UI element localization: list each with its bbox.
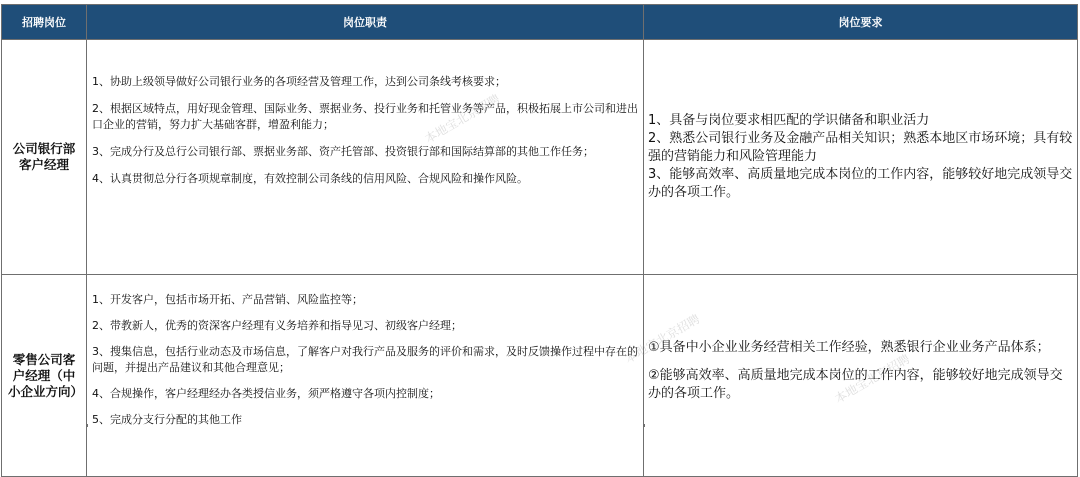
requirement-item: ②能够高效率、高质量地完成本岗位的工作内容，能够较好地完成领导交办的各项工作。 bbox=[648, 367, 1063, 401]
watermark-logo: 本地宝北京招聘 bbox=[622, 311, 703, 366]
requirement-item: 3、能够高效率、高质量地完成本岗位的工作内容，能够较好地完成领导交办的各项工作。 bbox=[648, 167, 1073, 200]
position-name: 零售公司客户经理（中小企业方向） bbox=[2, 275, 87, 477]
requirement-item: 2、熟悉公司银行业务及金融产品相关知识；熟悉本地区市场环境；具有较强的营销能力和风险管理能力 bbox=[648, 131, 1073, 164]
position-name: 公司银行部客户经理 bbox=[2, 40, 87, 275]
duty-item: 1、协助上级领导做好公司银行业务的各项经营及管理工作，达到公司条线考核要求； bbox=[92, 75, 506, 88]
duty-item: 2、带教新人，优秀的资深客户经理有义务培养和指导见习、初级客户经理； bbox=[92, 319, 462, 332]
duty-item: 3、搜集信息，包括行业动态及市场信息，了解客户对我行产品及服务的评价和需求，及时反馈操作过程中存在的问题，并提出产品建议和其他合理意见； bbox=[92, 345, 638, 374]
duty-item: 4、合规操作，客户经理经办各类授信业务，须严格遵守各项内控制度； bbox=[92, 387, 440, 400]
duty-item: 3、完成分行及总行公司银行部、票据业务部、资产托管部、投资银行部和国际结算部的其他工作任务； bbox=[92, 145, 594, 158]
requirements-cell bbox=[644, 275, 1078, 477]
table-row bbox=[2, 40, 1078, 275]
header-duties: 岗位职责 bbox=[87, 5, 644, 40]
duties-cell bbox=[87, 40, 644, 275]
requirement-item: 1、具备与岗位要求相匹配的学识储备和职业活力 bbox=[648, 113, 930, 128]
duty-item: 1、开发客户，包括市场开拓、产品营销、风险监控等； bbox=[92, 293, 363, 306]
header-row bbox=[2, 5, 1078, 40]
requirements-cell bbox=[644, 40, 1078, 275]
header-requirements: 岗位要求 bbox=[644, 5, 1078, 40]
job-table bbox=[1, 4, 1078, 477]
requirement-item: ①具备中小企业业务经营相关工作经验，熟悉银行企业业务产品体系； bbox=[648, 339, 1050, 355]
duties-cell bbox=[87, 275, 644, 477]
duty-item: 4、认真贯彻总分行各项规章制度，有效控制公司条线的信用风险、合规风险和操作风险。 bbox=[92, 172, 528, 185]
duty-item: 5、完成分支行分配的其他工作 bbox=[92, 413, 242, 426]
table-row bbox=[2, 275, 1078, 477]
duty-item: 2、根据区域特点，用好现金管理、国际业务、票据业务、投行业务和托管业务等产品，积极拓展上市公司和进出口企业的营销，努力扩大基础客群，增盈利能力； bbox=[92, 102, 638, 131]
watermark-logo: 本地宝北京招聘 bbox=[832, 351, 913, 406]
header-position: 招聘岗位 bbox=[2, 5, 87, 40]
watermark-logo: 本地宝北京招聘 bbox=[422, 91, 503, 146]
